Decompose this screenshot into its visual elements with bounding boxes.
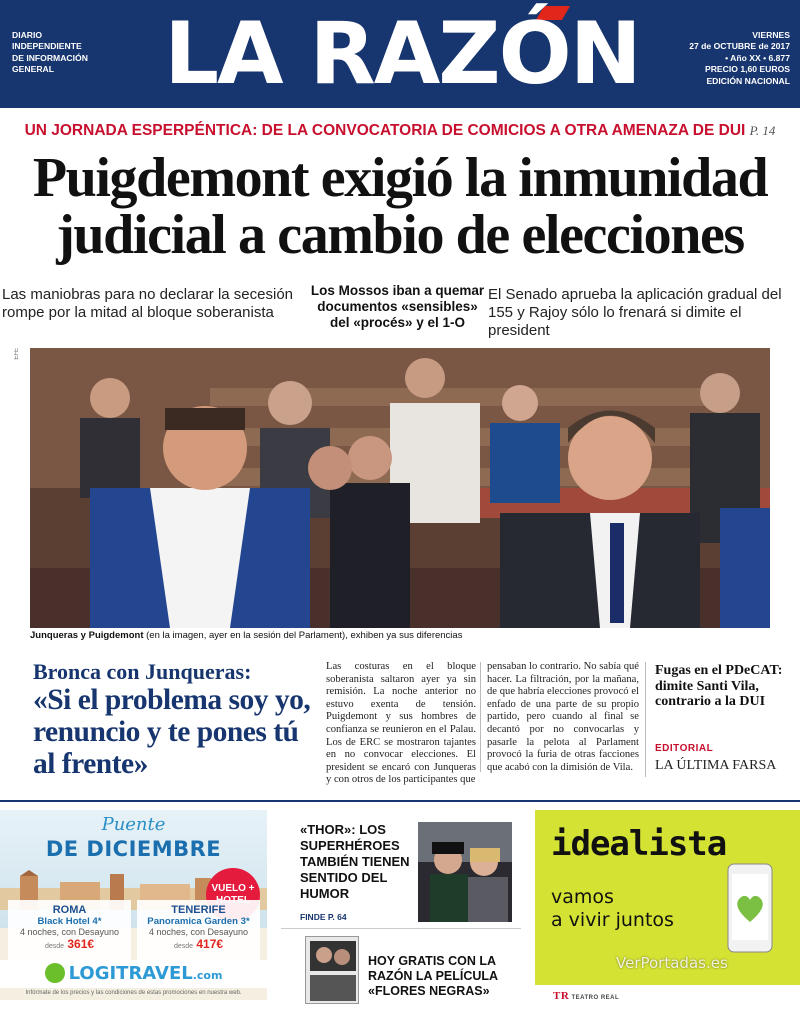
- issue-day: VIERNES: [752, 30, 790, 40]
- issue-price: PRECIO 1,60 EUROS: [704, 64, 790, 75]
- source-watermark: VerPortadas.es: [616, 954, 728, 972]
- lead-photo[interactable]: [30, 348, 770, 628]
- caption-subjects: Junqueras y Puigdemont: [30, 630, 144, 641]
- film-promo-title[interactable]: HOY GRATIS CON LA RAZÓN LA PELÍCULA «FLORES NEGRAS»: [368, 954, 498, 998]
- logitravel-logo: [0, 960, 267, 988]
- ad-fine-print: Infórmate de los precios y las condiciones de estas promociones en nuestra web.: [25, 990, 242, 996]
- story-title-line: Bronca con Junqueras:: [33, 659, 252, 684]
- story-column-1: Las costuras en el bloque soberanista saltaron ayer ya sin remisión. La noche anterior no estuvo exenta de tensión. Puigdemont y sus hombres de confianza se reunieron en el Palau. Los de ERC se mostraron tajantes en no convocar elecciones. El president se encaró con Junqueras y con otros de los participantes que: [326, 661, 476, 786]
- column-divider: [480, 662, 481, 772]
- section-divider: [0, 800, 800, 802]
- kicker-page-ref: P. 14: [749, 123, 776, 138]
- logo-text: LOGITRAVEL: [68, 963, 193, 984]
- deck-senado[interactable]: El Senado aprueba la aplicación gradual del 155 y Rajoy sólo lo frenará si dimite el president: [488, 286, 782, 339]
- issue-number: • Año XX • 6.877: [725, 52, 790, 63]
- offer-price: 417€: [196, 937, 224, 951]
- masthead: [0, 0, 800, 108]
- story-quote: «Si el problema soy yo, renuncio y te pones tú al frente»: [33, 684, 311, 780]
- offer-hotel: Black Hotel 4*: [37, 916, 102, 927]
- kicker-text: UN JORNADA ESPERPÉNTICA: DE LA CONVOCATORIA DE COMICIOS A OTRA AMENAZA DE DUI: [24, 122, 746, 139]
- offer-hotel: Panoramica Garden 3*: [147, 916, 250, 927]
- pdecat-headline[interactable]: Fugas en el PDeCAT: dimite Santi Vila, contrario a la DUI: [655, 663, 783, 709]
- teatro-real-text: TEATRO REAL: [571, 995, 620, 1001]
- deck-mossos[interactable]: Los Mossos iban a quemar documentos «sensibles» del «procés» y el 1-O: [310, 283, 485, 330]
- offer-nights: 4 noches, con Desayuno: [19, 927, 120, 937]
- thor-promo-title[interactable]: «THOR»: LOS SUPERHÉROES TAMBIÉN TIENEN SENTIDO DEL HUMOR: [300, 822, 410, 901]
- lead-headline[interactable]: [0, 147, 800, 266]
- idealista-logo: idealista: [551, 824, 727, 864]
- photo-caption: [30, 630, 462, 641]
- editorial-label: EDITORIAL: [655, 743, 714, 754]
- offer-from: desde: [173, 943, 194, 950]
- thor-promo-page: FINDE P. 64: [300, 912, 347, 922]
- tagline-line: DIARIO: [12, 30, 43, 40]
- thor-promo-image[interactable]: [418, 822, 512, 922]
- tagline-line: GENERAL: [12, 64, 55, 75]
- headline-line: judicial a cambio de elecciones: [56, 204, 744, 266]
- idealista-tagline: [551, 886, 674, 932]
- newspaper-title[interactable]: LA RAZÓN: [164, 4, 640, 104]
- issue-edition: EDICIÓN NACIONAL: [706, 75, 790, 86]
- offer-city: ROMA: [52, 904, 87, 916]
- issue-date: 27 de OCTUBRE de 2017: [689, 41, 790, 52]
- teatro-real-mark: TR: [553, 990, 570, 1002]
- offer-city: TENERIFE: [171, 904, 226, 916]
- logitravel-logo-icon: [45, 963, 65, 983]
- story-column-2: pensaban lo contrario. No sabía qué hacer. La filtración, por la mañana, de que habría elecciones provocó el enfado de una parte de su propio partido, pero cuando al final se decantó por no convocarlas y pasarle la pelota al Parlament provocó la furia de otras facciones que acabó con la dimisión de Vila.: [487, 661, 639, 773]
- tagline-line: DE INFORMACIÓN: [12, 52, 88, 63]
- caption-text: (en la imagen, ayer en la sesión del Parlament), exhiben ya sus diferencias: [143, 630, 463, 641]
- lead-kicker[interactable]: [0, 122, 800, 140]
- editorial-title[interactable]: LA ÚLTIMA FARSA: [655, 758, 777, 773]
- dvd-cover-image[interactable]: [305, 936, 359, 1004]
- logitravel-ad[interactable]: [0, 810, 267, 1000]
- issue-info: [689, 30, 790, 87]
- promo-divider: [281, 928, 521, 929]
- offer-card[interactable]: [8, 900, 131, 960]
- flight-hotel-badge: VUELO +: [206, 868, 260, 922]
- teatro-real-logo: [553, 990, 619, 1002]
- ad-title-script: Puente: [101, 814, 166, 835]
- phone-icon: [720, 860, 780, 960]
- offer-card[interactable]: [137, 900, 260, 960]
- tagline-line: a vivir juntos: [551, 909, 674, 931]
- offer-price: 361€: [67, 937, 95, 951]
- ad-title-main: DE DICIEMBRE: [45, 837, 222, 861]
- deck-left[interactable]: Las maniobras para no declarar la secesión rompe por la mitad al bloque soberanista: [2, 286, 293, 321]
- tagline-line: INDEPENDIENTE: [12, 41, 82, 52]
- column-divider: [645, 662, 646, 777]
- offer-from: desde: [44, 943, 65, 950]
- tagline-line: vamos: [551, 886, 614, 908]
- offer-nights: 4 noches, con Desayuno: [148, 927, 249, 937]
- photo-credit: EFE: [14, 348, 20, 360]
- offer-list: [8, 900, 260, 960]
- masthead-tagline: [12, 30, 88, 76]
- headline-line: Puigdemont exigió la inmunidad: [32, 147, 768, 209]
- junqueras-story-title[interactable]: [33, 660, 323, 780]
- logo-domain: .com: [192, 969, 223, 982]
